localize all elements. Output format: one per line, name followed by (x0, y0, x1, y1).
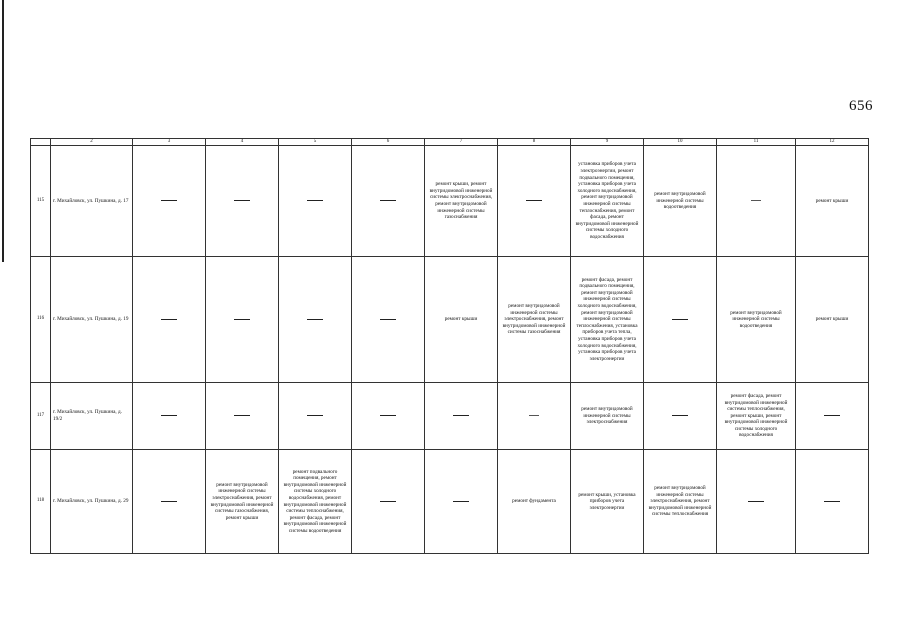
table-cell: ремонт крыши (796, 257, 869, 383)
column-header: 7 (425, 139, 498, 146)
empty-dash (307, 319, 323, 320)
table-cell (133, 146, 206, 257)
address-cell: г. Михайловск, ул. Пушкина, д. 19/2 (51, 383, 133, 450)
empty-dash (748, 501, 764, 502)
empty-dash (234, 200, 250, 201)
column-header: 10 (644, 139, 717, 146)
table-cell: ремонт внутридомовой инженерной системы водоотведения (717, 257, 796, 383)
table-row (31, 257, 869, 383)
table-cell (425, 383, 498, 450)
table-cell (352, 383, 425, 450)
empty-dash (529, 415, 539, 416)
table-cell: ремонт фасада, ремонт внутридомовой инженерной системы теплоснабжения, ремонт крыши, ремонт внутридомовой инженерной системы холодного водоснабжения (717, 383, 796, 450)
empty-dash (380, 319, 396, 320)
empty-dash (307, 415, 323, 416)
column-header: 12 (796, 139, 869, 146)
table-cell (796, 450, 869, 554)
empty-dash (751, 200, 761, 201)
table-cell (279, 146, 352, 257)
table-cell: ремонт крыши (796, 146, 869, 257)
column-header: 9 (571, 139, 644, 146)
table-cell: установка приборов учета электроэнергии, ремонт подвального помещения, установка приборов учета холодного водоснабжения, ремонт внутридомовой инженерной системы теплоснабжения, ремонт фасада, ремонт внутридомовой инженерной системы холодного водоснабжения (571, 146, 644, 257)
row-number: 115 (31, 146, 51, 257)
table-cell (644, 257, 717, 383)
table-cell (133, 257, 206, 383)
table-cell (352, 257, 425, 383)
empty-dash (380, 501, 396, 502)
table-row (31, 146, 869, 257)
row-number: 116 (31, 257, 51, 383)
table-cell: ремонт подвального помещения, ремонт внутридомовой инженерной системы холодного водоснабжения, ремонт внутридомовой инженерной системы теплоснабжения, ремонт фасада, ремонт внутридомовой инженерной системы водоотведения (279, 450, 352, 554)
table-cell: ремонт внутридомовой инженерной системы электроснабжения (571, 383, 644, 450)
empty-dash (161, 501, 177, 502)
page-number: 656 (849, 98, 873, 114)
table-cell (133, 450, 206, 554)
table-cell: ремонт крыши (425, 257, 498, 383)
table-cell (717, 450, 796, 554)
table-cell (352, 450, 425, 554)
table-cell: ремонт внутридомовой инженерной системы электроснабжения, ремонт внутридомовой инженерной системы газоснабжения (498, 257, 571, 383)
table-cell (644, 383, 717, 450)
table-cell (133, 383, 206, 450)
table-cell: ремонт фундамента (498, 450, 571, 554)
column-number-header-row (31, 139, 869, 146)
address-cell: г. Михайловск, ул. Пушкина, д. 19 (51, 257, 133, 383)
table-cell: ремонт крыши, ремонт внутридомовой инженерной системы электроснабжения, ремонт внутридомовой инженерной системы газоснабжения (425, 146, 498, 257)
table-cell (498, 146, 571, 257)
column-header: 4 (206, 139, 279, 146)
column-header: 6 (352, 139, 425, 146)
address-cell: г. Михайловск, ул. Пушкина, д. 29 (51, 450, 133, 554)
empty-dash (453, 501, 469, 502)
address-cell: г. Михайловск, ул. Пушкина, д. 17 (51, 146, 133, 257)
table-cell (279, 257, 352, 383)
table-cell: ремонт крыши, установка приборов учета электроэнергии (571, 450, 644, 554)
empty-dash (672, 319, 688, 320)
empty-dash (380, 415, 396, 416)
table-cell: ремонт внутридомовой инженерной системы водоотведения (644, 146, 717, 257)
empty-dash (672, 415, 688, 416)
empty-dash (380, 200, 396, 201)
column-header (31, 139, 51, 146)
column-header: 8 (498, 139, 571, 146)
column-header: 11 (717, 139, 796, 146)
table-cell: ремонт внутридомовой инженерной системы электроснабжения, ремонт внутридомовой инженерной системы теплоснабжения (644, 450, 717, 554)
empty-dash (307, 200, 323, 201)
column-header: 5 (279, 139, 352, 146)
work-schedule-table (30, 138, 869, 554)
table-cell (425, 450, 498, 554)
column-header: 3 (133, 139, 206, 146)
table-cell (279, 383, 352, 450)
table-cell (206, 383, 279, 450)
empty-dash (526, 200, 542, 201)
table-cell: ремонт внутридомовой инженерной системы электроснабжения, ремонт внутридомовой инженерной системы газоснабжения, ремонт крыши (206, 450, 279, 554)
column-header: 2 (51, 139, 133, 146)
empty-dash (161, 319, 177, 320)
table-cell (206, 257, 279, 383)
row-number: 118 (31, 450, 51, 554)
table-row (31, 383, 869, 450)
empty-dash (824, 415, 840, 416)
table-cell: ремонт фасада, ремонт подвального помещения, ремонт внутридомовой инженерной системы холодного водоснабжения, ремонт внутридомовой инженерной системы теплоснабжения, установка приборов учета тепла, установка приборов учета холодного водоснабжения, установка приборов учета электроэнергии (571, 257, 644, 383)
empty-dash (234, 319, 250, 320)
empty-dash (453, 415, 469, 416)
empty-dash (234, 415, 250, 416)
binder-margin-line (2, 0, 4, 262)
row-number: 117 (31, 383, 51, 450)
empty-dash (824, 501, 840, 502)
table-cell (352, 146, 425, 257)
table-cell (796, 383, 869, 450)
table-cell (717, 146, 796, 257)
table-row (31, 450, 869, 554)
empty-dash (161, 415, 177, 416)
table-cell (498, 383, 571, 450)
table-cell (206, 146, 279, 257)
empty-dash (161, 200, 177, 201)
